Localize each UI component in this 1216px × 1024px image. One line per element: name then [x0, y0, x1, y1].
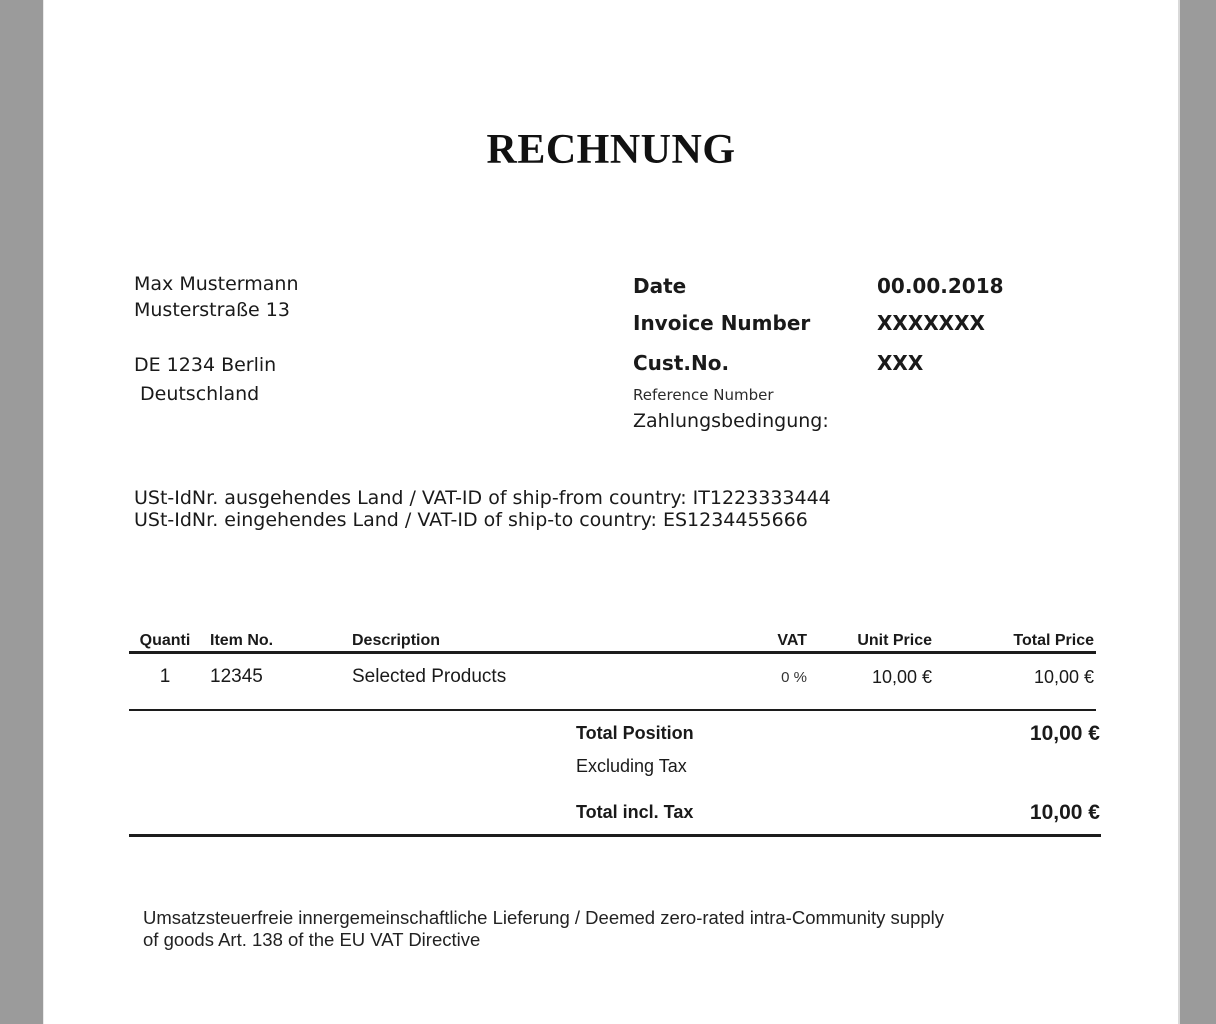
recipient-name: Max Mustermann: [134, 273, 299, 295]
table-header-rule: [129, 651, 1096, 654]
customer-number-label: Cust.No.: [633, 351, 730, 375]
customer-number-value: XXX: [877, 351, 924, 375]
table-header-unit-price: Unit Price: [857, 632, 932, 649]
table-body-rule: [129, 709, 1096, 711]
totals-bottom-rule: [129, 834, 1101, 837]
recipient-street: Musterstraße 13: [134, 299, 290, 321]
total-incl-tax-label: Total incl. Tax: [576, 802, 694, 822]
recipient-country: Deutschland: [140, 383, 260, 405]
table-header-description: Description: [352, 632, 441, 649]
row-description: Selected Products: [352, 666, 507, 687]
invoice-number-value: XXXXXXX: [877, 311, 985, 335]
payment-terms-label: Zahlungsbedingung:: [633, 410, 829, 432]
total-position-label: Total Position: [576, 723, 694, 743]
date-label: Date: [633, 274, 687, 298]
table-header-item-no: Item No.: [210, 632, 274, 649]
row-total-price: 10,00 €: [1033, 667, 1094, 687]
document-title: RECHNUNG: [486, 127, 736, 173]
row-vat: 0 %: [781, 669, 807, 686]
table-header-total-price: Total Price: [1013, 632, 1094, 649]
total-incl-tax-value: 10,00 €: [1029, 801, 1100, 824]
reference-number-label: Reference Number: [633, 386, 774, 404]
table-header-vat: VAT: [777, 632, 807, 649]
invoice-number-label: Invoice Number: [633, 311, 811, 335]
tax-exemption-note-line1: Umsatzsteuerfreie innergemeinschaftliche Lieferung / Deemed zero-rated intra-Community supply: [143, 907, 945, 928]
row-item-no: 12345: [210, 666, 263, 687]
excluding-tax-label: Excluding Tax: [576, 756, 687, 776]
recipient-city: DE 1234 Berlin: [134, 354, 277, 376]
invoice-page: [43, 0, 1180, 1024]
row-quantity: 1: [159, 666, 171, 687]
total-position-value: 10,00 €: [1029, 722, 1100, 745]
row-unit-price: 10,00 €: [871, 667, 932, 687]
vat-id-ship-to: USt-IdNr. eingehendes Land / VAT-ID of ship-to country: ES1234455666: [134, 509, 808, 531]
vat-id-ship-from: USt-IdNr. ausgehendes Land / VAT-ID of ship-from country: IT1223333444: [134, 487, 831, 509]
table-header-quantity: Quanti: [139, 632, 191, 649]
date-value: 00.00.2018: [877, 274, 1004, 298]
tax-exemption-note-line2: of goods Art. 138 of the EU VAT Directive: [143, 929, 481, 950]
